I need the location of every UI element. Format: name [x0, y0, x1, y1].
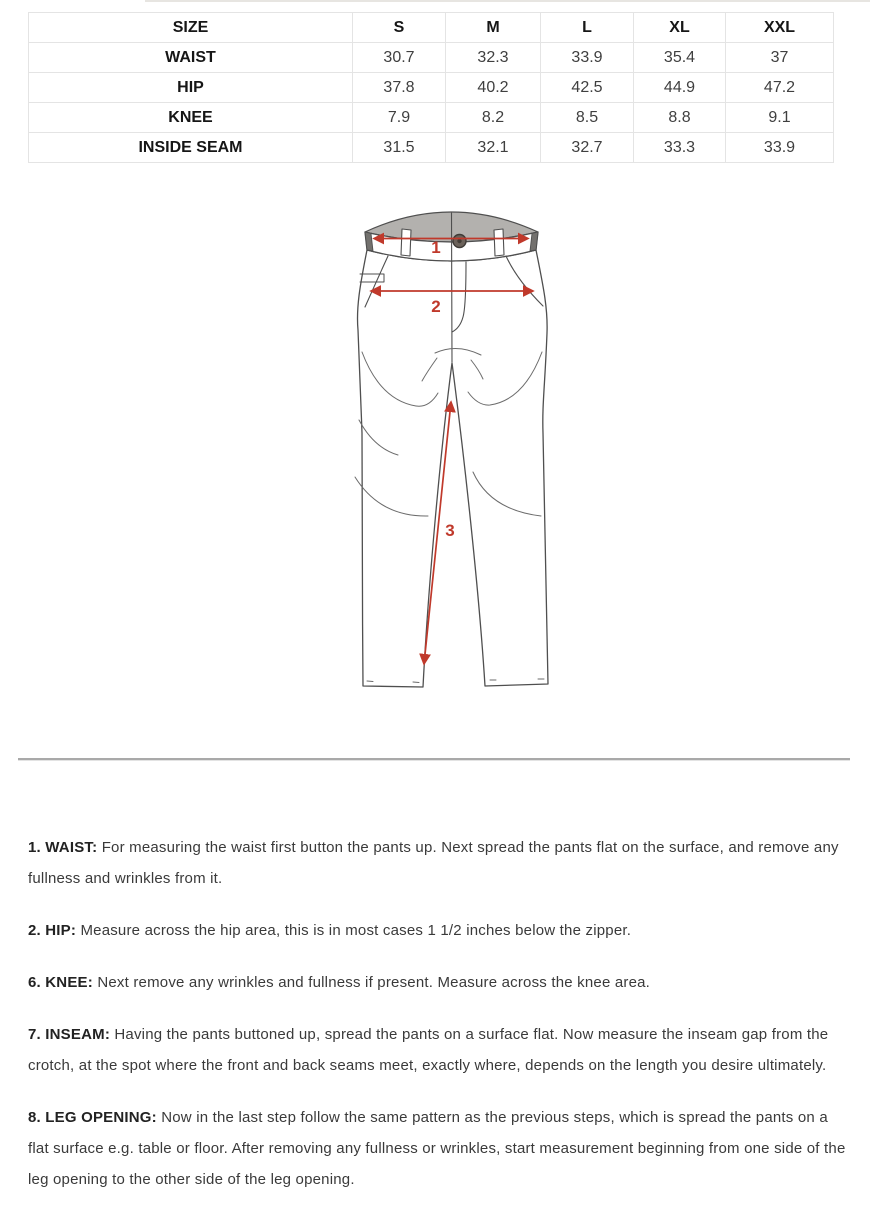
size-chart-cell: 7.9 — [353, 103, 446, 133]
header-xxl: XXL — [726, 13, 834, 43]
hip-arrow-label: 2 — [431, 297, 441, 316]
header-xl: XL — [634, 13, 726, 43]
size-chart-cell: 33.3 — [634, 133, 726, 163]
size-chart-cell: 37 — [726, 43, 834, 73]
size-chart-cell: 8.2 — [446, 103, 541, 133]
instruction-leg-opening-text: Now in the last step follow the same pattern as the previous steps, which is spread the pants on a flat surface e.g. table or floor. After removing any fullness or wrinkles, start measurement beginning from one side of the leg opening to the other side of the leg opening. — [28, 1109, 846, 1188]
header-size: SIZE — [29, 13, 353, 43]
size-chart-cell: 32.3 — [446, 43, 541, 73]
instruction-inseam — [28, 1019, 848, 1081]
pants-button-icon — [453, 235, 466, 248]
table-row-hip — [29, 73, 834, 103]
size-chart-cell: 35.4 — [634, 43, 726, 73]
size-chart-cell: 40.2 — [446, 73, 541, 103]
row-label-hip: HIP — [29, 73, 353, 103]
measurement-instructions — [28, 832, 848, 1211]
inseam-arrow-label: 3 — [445, 521, 455, 540]
header-s: S — [353, 13, 446, 43]
instruction-knee — [28, 967, 848, 998]
size-chart-cell: 37.8 — [353, 73, 446, 103]
size-chart-cell: 32.7 — [541, 133, 634, 163]
size-chart-table — [28, 12, 834, 163]
row-label-waist: WAIST — [29, 43, 353, 73]
instruction-hip-text: Measure across the hip area, this is in most cases 1 1/2 inches below the zipper. — [80, 922, 632, 939]
instruction-waist-text: For measuring the waist first button the pants up. Next spread the pants flat on the surface, and remove any fullness and wrinkles from it. — [28, 839, 839, 887]
size-chart-cell: 8.8 — [634, 103, 726, 133]
table-row-knee — [29, 103, 834, 133]
instruction-waist — [28, 832, 848, 894]
instruction-hip-label: 2. HIP: — [28, 922, 77, 939]
size-chart-cell: 33.9 — [541, 43, 634, 73]
size-chart-header-row — [29, 13, 834, 43]
size-chart-cell: 44.9 — [634, 73, 726, 103]
instruction-waist-label: 1. WAIST: — [28, 839, 98, 856]
instruction-knee-text: Next remove any wrinkles and fullness if present. Measure across the knee area. — [97, 974, 651, 991]
section-divider — [18, 758, 850, 761]
pants-measurement-diagram — [340, 200, 570, 700]
size-chart-cell: 33.9 — [726, 133, 834, 163]
instruction-knee-label: 6. KNEE: — [28, 974, 93, 991]
instruction-inseam-label: 7. INSEAM: — [28, 1026, 111, 1043]
header-l: L — [541, 13, 634, 43]
belt-loop-right — [494, 229, 504, 256]
size-chart-cell: 47.2 — [726, 73, 834, 103]
row-label-inside-seam: INSIDE SEAM — [29, 133, 353, 163]
instruction-leg-opening-label: 8. LEG OPENING: — [28, 1109, 157, 1126]
size-chart-cell: 31.5 — [353, 133, 446, 163]
header-m: M — [446, 13, 541, 43]
center-front-line — [452, 213, 453, 362]
table-row-inside-seam — [29, 133, 834, 163]
row-label-knee: KNEE — [29, 103, 353, 133]
instruction-hip — [28, 915, 848, 946]
top-edge-line — [145, 0, 870, 2]
instruction-leg-opening — [28, 1102, 848, 1195]
size-chart-cell: 30.7 — [353, 43, 446, 73]
size-chart-cell: 42.5 — [541, 73, 634, 103]
waist-arrow-label: 1 — [431, 238, 441, 257]
instruction-inseam-text: Having the pants buttoned up, spread the pants on a surface flat. Now measure the inseam gap from the crotch, at the spot where the front and back seams meet, exactly where, depends on the length you desire ultimately. — [28, 1026, 829, 1074]
pants-body — [357, 250, 548, 687]
belt-loop-left — [401, 229, 411, 256]
size-chart-cell: 32.1 — [446, 133, 541, 163]
table-row-waist — [29, 43, 834, 73]
size-chart-cell: 9.1 — [726, 103, 834, 133]
size-chart-cell: 8.5 — [541, 103, 634, 133]
